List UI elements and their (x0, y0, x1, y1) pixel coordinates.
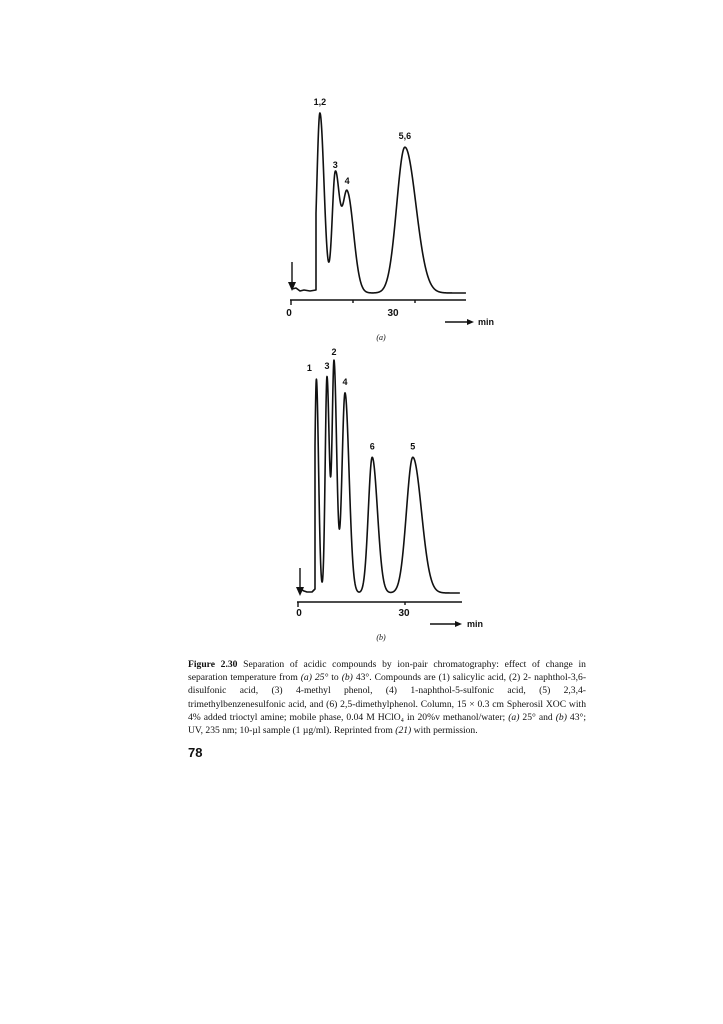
caption-line: Separation of acidic compounds by ion-pair chromatography: effect of change (243, 659, 573, 670)
time-direction-arrow-icon (445, 319, 474, 325)
peak-label: 4 (344, 176, 350, 187)
peak-label: 1,2 (313, 97, 327, 107)
chromatogram-trace (292, 113, 466, 293)
figure-label: Figure 2.30 (188, 659, 238, 670)
caption-italic: (b) (555, 711, 567, 723)
caption-line: with (411, 725, 431, 737)
chromatogram-panel-a (0, 90, 723, 350)
caption-line: to (328, 672, 342, 684)
peak-label: 5,6 (398, 131, 412, 142)
x-tick-label: 0 (286, 308, 292, 319)
injection-arrow-icon (296, 568, 304, 596)
caption-line: 25° and (519, 711, 556, 723)
x-tick-label: 30 (398, 608, 410, 619)
caption-italic: (a) 25° (300, 672, 329, 684)
figure-caption (188, 658, 586, 737)
caption-italic: (21) (395, 725, 412, 737)
caption-line: XOC with 4% added trioctyl amine; mobile phase, 0.04 M HClO₄ in 20%v methanol/water; (188, 698, 586, 723)
panel-label-a: (a) (376, 333, 386, 342)
injection-arrow-icon (288, 262, 296, 291)
x-tick-label: 0 (296, 608, 302, 619)
caption-italic: (a) (508, 711, 520, 723)
x-axis (290, 300, 466, 305)
page-number: 78 (188, 745, 203, 760)
caption-line: trimethylbenzenesulfonic acid, and (6) 2,5-dimethylphenol. Column, 15 × 0.3 cm Spherosil (188, 698, 544, 710)
x-axis-unit-label: min (478, 317, 495, 327)
chromatogram-trace (300, 360, 460, 593)
x-axis-unit-label: min (467, 619, 484, 629)
caption-line: naphthol-3,6-disulfonic acid, (3) 4-methyl phenol, (4) 1-naphthol-5-sulfonic acid, (5) 2,3,4- (188, 672, 587, 697)
caption-line: in separation temperature from (188, 659, 586, 684)
caption-italic: (b) (341, 672, 353, 684)
caption-line: permission. (433, 725, 478, 737)
time-direction-arrow-icon (430, 621, 462, 627)
caption-line: 43°; UV, 235 nm; 10-µl sample (1 µg/ml). Reprinted from (188, 711, 587, 737)
panel-label-b: (b) (376, 633, 386, 642)
peak-label: 1 (306, 363, 312, 374)
x-tick-label: 30 (387, 308, 399, 319)
peak-label: 6 (369, 441, 375, 452)
peak-label: 2 (331, 347, 337, 357)
caption-line: 43°. Compounds are (1) salicylic acid, (2) 2- (352, 672, 532, 684)
chromatogram-panel-b (0, 346, 723, 646)
peak-label: 3 (324, 360, 330, 371)
x-axis (297, 602, 462, 607)
peak-label: 4 (342, 376, 348, 387)
peak-label: 5 (410, 441, 416, 452)
peak-label: 3 (332, 160, 338, 170)
